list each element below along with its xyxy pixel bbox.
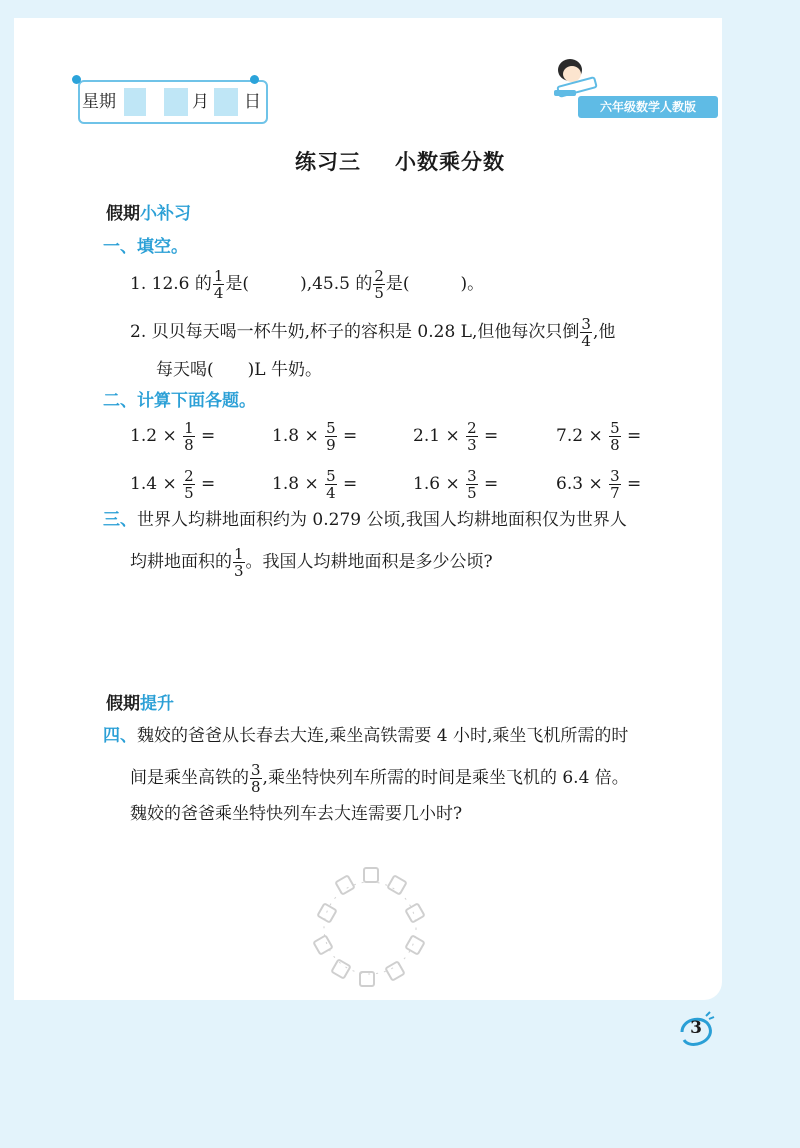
page-number: 3: [690, 1018, 702, 1038]
month-blank: [164, 88, 188, 116]
page-title: [0, 146, 800, 176]
fraction: $\frac{1}{4}$: [213, 267, 224, 302]
question-1-item-1: [130, 268, 484, 301]
calc-item: 1.6 × $\frac{3}{5}$ =: [413, 467, 499, 502]
calc-item: 1.8 × $\frac{5}{9}$ =: [272, 419, 358, 454]
grade-badge: 六年级数学人教版: [578, 96, 718, 118]
question-1-item-2: [130, 316, 615, 349]
section-tag-a: 假期: [106, 694, 140, 714]
q4-line2b: ,乘坐特快列车所需的时间是乘坐飞机的 6.4 倍。: [262, 768, 629, 788]
q3-line2a: 均耕地面积的: [130, 552, 232, 572]
calc-item: 1.2 × $\frac{1}{8}$ =: [130, 419, 216, 454]
section-tag-practice: [106, 200, 191, 228]
title-part1: 练习三: [295, 150, 361, 174]
question-2-heading: 二、计算下面各题。: [103, 391, 256, 411]
q3-line2b: 。我国人均耕地面积是多少公顷?: [245, 552, 493, 572]
question-4-line-2: [130, 762, 629, 795]
question-1-heading: 一、填空。: [103, 237, 188, 257]
weekday-blank: [124, 88, 146, 116]
section-tag-b: 提升: [140, 694, 174, 714]
fraction: $\frac{1}{3}$: [234, 545, 244, 580]
day-label: 日: [244, 92, 261, 112]
calc-item: 6.3 × $\frac{3}{7}$ =: [556, 467, 642, 502]
calc-item: 2.1 × $\frac{2}{3}$ =: [413, 419, 499, 454]
weekday-label: 星期: [82, 92, 116, 112]
fraction: $\frac{3}{5}$: [467, 467, 477, 502]
fraction: $\frac{3}{7}$: [610, 467, 620, 502]
fraction: $\frac{5}{4}$: [326, 467, 336, 502]
day-blank: [214, 88, 238, 116]
pin-icon: [72, 75, 81, 84]
section-tag-b: 小补习: [140, 204, 191, 224]
question-3-number: 三、: [103, 510, 137, 530]
q4-line1: 魏姣的爸爸从长春去大连,乘坐高铁需要 4 小时,乘坐飞机所需的时: [137, 726, 629, 746]
question-3-line-1: [103, 508, 627, 532]
watermark-stamp-icon: [300, 858, 440, 998]
title-part2: 小数乘分数: [395, 150, 505, 174]
section-tag-advance: [106, 690, 174, 718]
calc-item: 7.2 × $\frac{5}{8}$ =: [556, 419, 642, 454]
question-3-line-2: [130, 546, 493, 579]
fraction: $\frac{3}{8}$: [251, 761, 261, 796]
fraction: $\frac{2}{3}$: [467, 419, 477, 454]
date-box: [78, 80, 268, 124]
section-tag-a: 假期: [106, 204, 140, 224]
calc-item: 1.4 × $\frac{2}{5}$ =: [130, 467, 216, 502]
q1-item1-mid: 是( ),45.5 的: [225, 274, 373, 294]
month-label: 月: [192, 92, 209, 112]
fraction: $\frac{3}{4}$: [581, 315, 591, 350]
calc-item: 1.8 × $\frac{5}{4}$ =: [272, 467, 358, 502]
q1-item2-line1: 2. 贝贝每天喝一杯牛奶,杯子的容积是 0.28 L,但他每次只倒: [130, 322, 580, 342]
q4-line2a: 间是乘坐高铁的: [130, 768, 249, 788]
question-4-line-3: 魏姣的爸爸乘坐特快列车去大连需要几小时?: [130, 804, 463, 824]
fraction: $\frac{5}{8}$: [610, 419, 620, 454]
q1-item1-prefix: 1. 12.6 的: [130, 274, 212, 294]
fraction: $\frac{5}{9}$: [326, 419, 336, 454]
q1-item2-line2: 每天喝( )L 牛奶。: [156, 360, 322, 380]
pin-icon: [250, 75, 259, 84]
q1-item2-line1-end: ,他: [592, 322, 616, 342]
fraction: $\frac{2}{5}$: [184, 467, 194, 502]
fraction: $\frac{2}{5}$: [374, 267, 384, 302]
question-4-number: 四、: [103, 726, 137, 746]
q1-item1-end: 是( )。: [385, 274, 485, 294]
q3-line1: 世界人均耕地面积约为 0.279 公顷,我国人均耕地面积仅为世界人: [137, 510, 627, 530]
question-4-line-1: [103, 724, 628, 748]
fraction: $\frac{1}{8}$: [184, 419, 194, 454]
mascot-reading-icon: [548, 52, 608, 100]
